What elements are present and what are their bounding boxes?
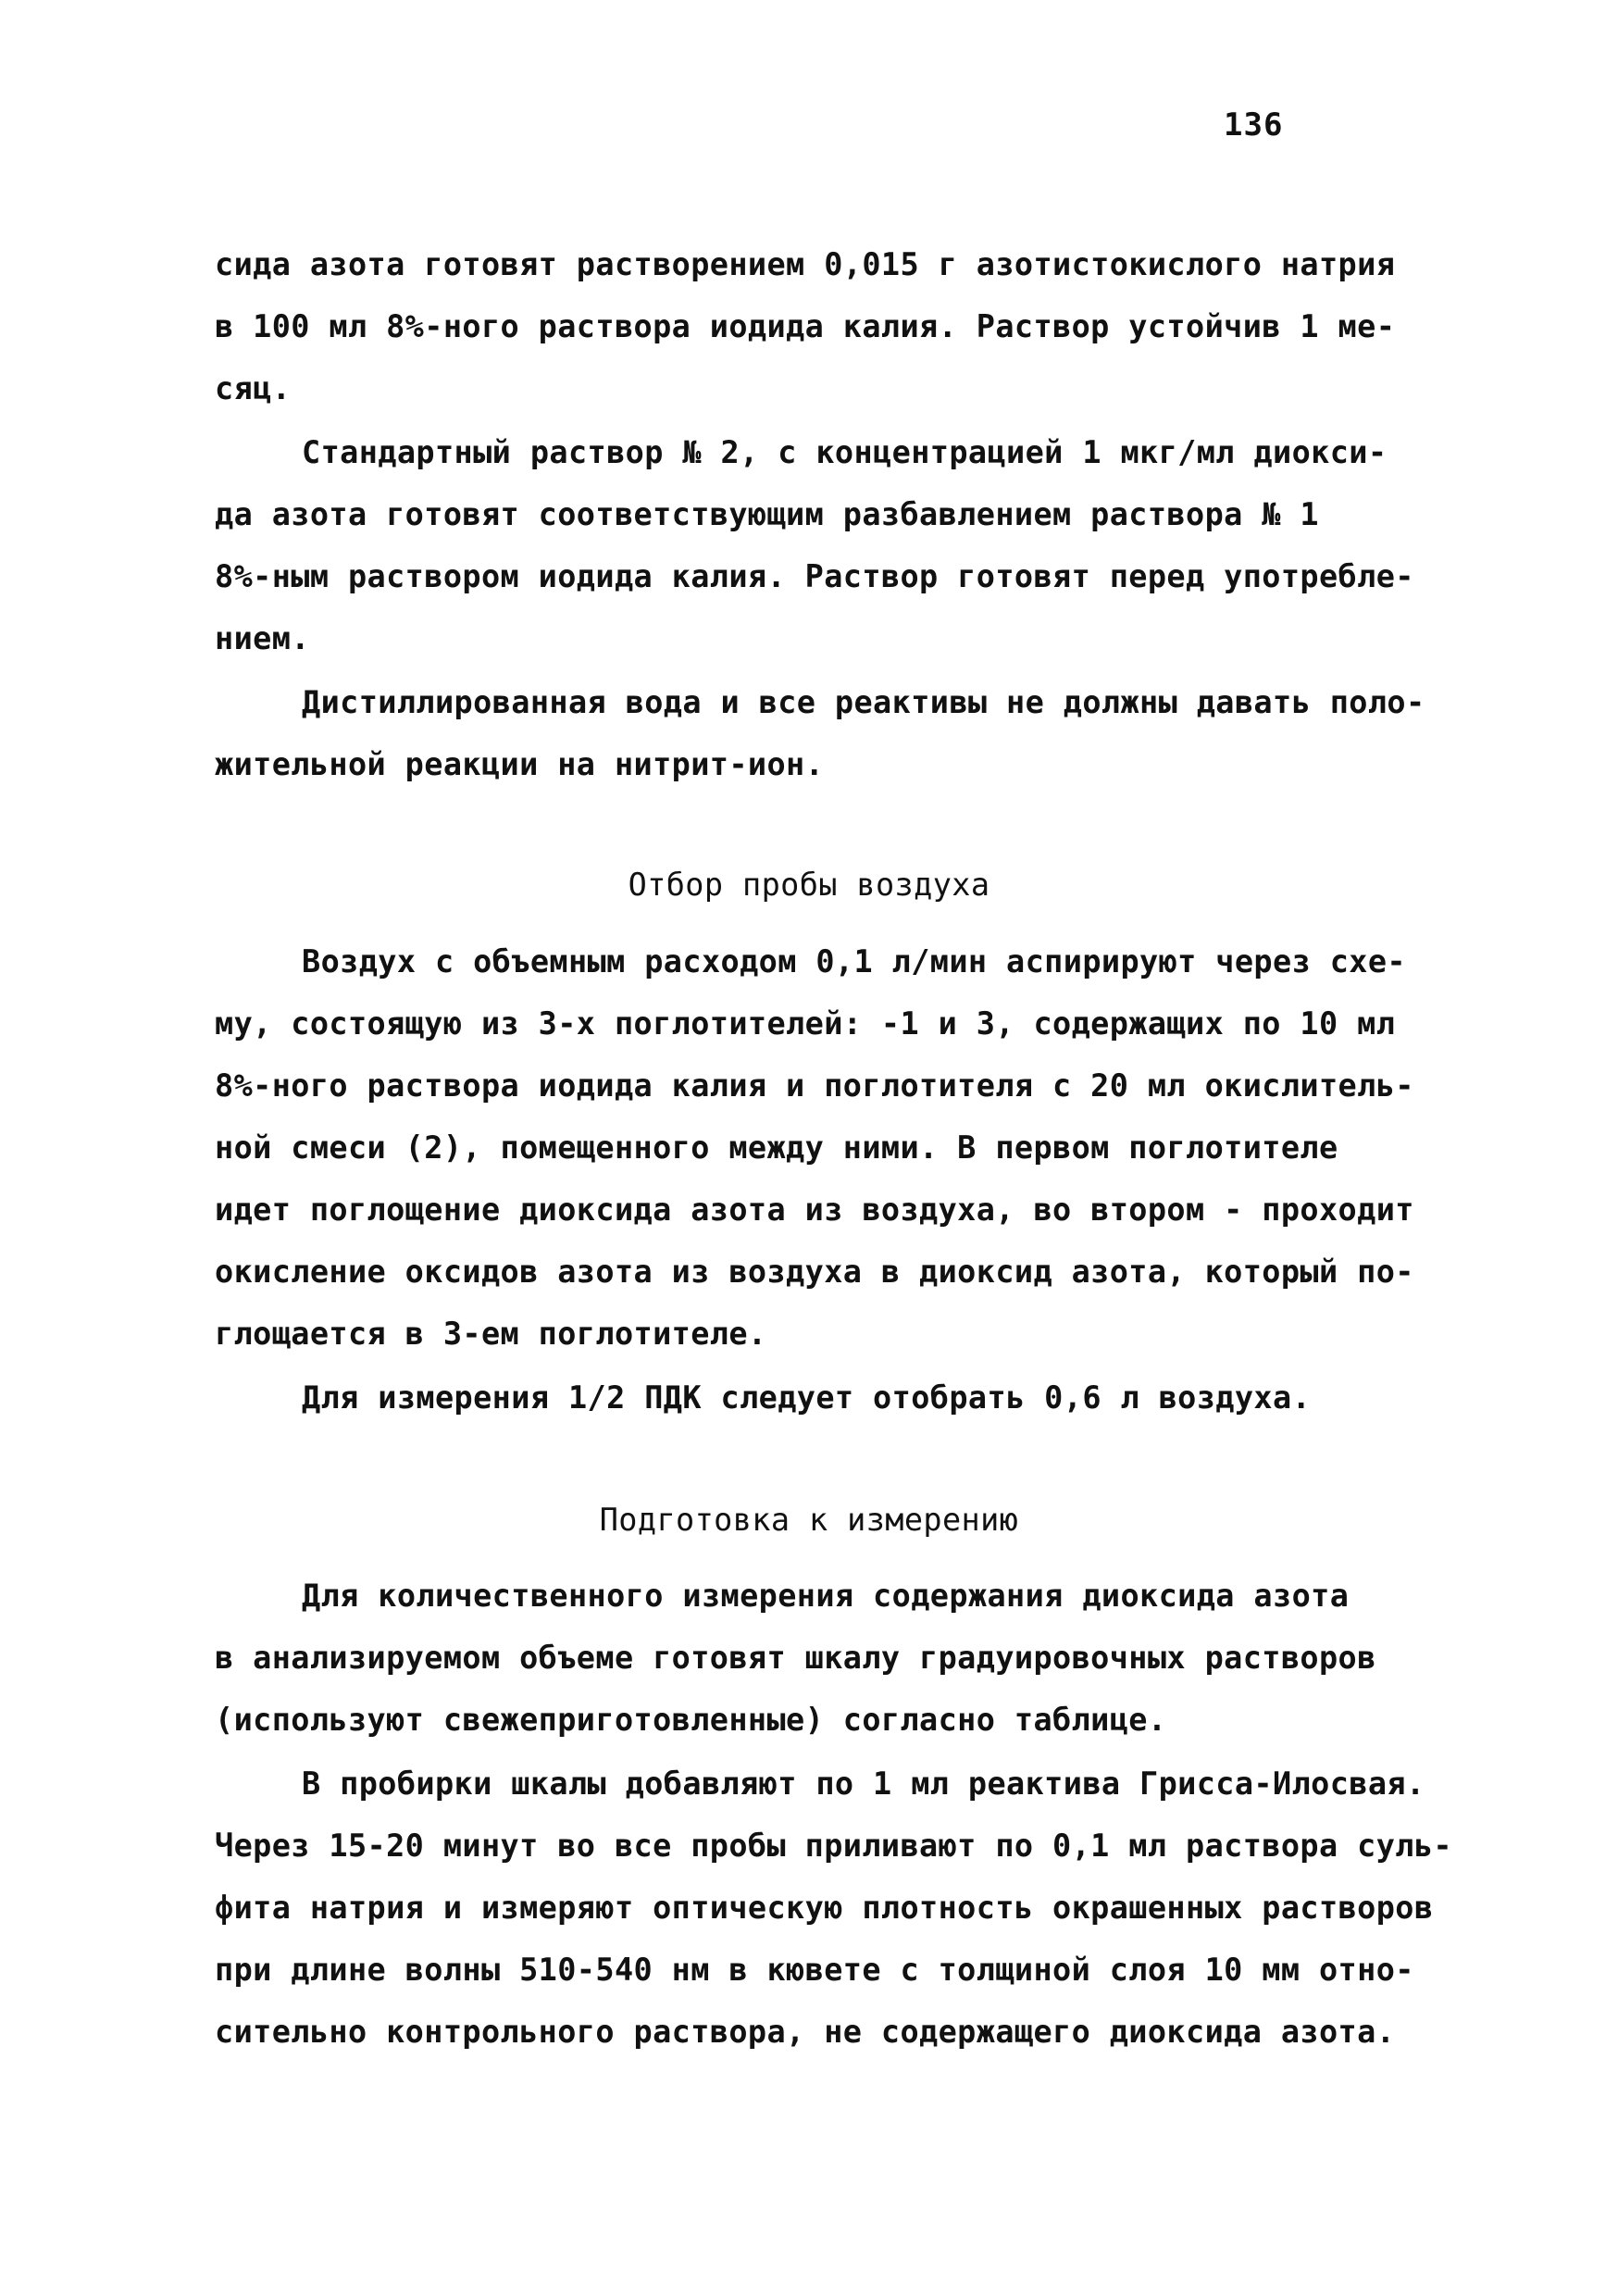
- text-line: нием.: [215, 620, 310, 656]
- section-heading: Отбор пробы воздуха: [628, 867, 990, 903]
- page-number: 136: [1224, 106, 1284, 144]
- text-line: жительной реакции на нитрит-ион.: [215, 746, 825, 782]
- text-line: Через 15-20 минут во все пробы приливают по 0,1 мл раствора суль-: [215, 1828, 1452, 1864]
- text-line: при длине волны 510-540 нм в кювете с толщиной слоя 10 мм отно-: [215, 1952, 1414, 1988]
- text-line: 8%-ным раствором иодида калия. Раствор готовят перед употребле-: [215, 558, 1414, 594]
- text-line: окисление оксидов азота из воздуха в диоксид азота, который по-: [215, 1254, 1414, 1290]
- text-line: Дистиллированная вода и все реактивы не должны давать поло-: [302, 684, 1425, 720]
- text-line: идет поглощение диоксида азота из воздуха, во втором - проходит: [215, 1192, 1414, 1228]
- text-line: Для измерения 1/2 ПДК следует отобрать 0,6 л воздуха.: [302, 1379, 1312, 1416]
- text-line: да азота готовят соответствующим разбавлением раствора № 1: [215, 496, 1319, 532]
- text-line: 8%-ного раствора иодида калия и поглотителя с 20 мл окислитель-: [215, 1067, 1414, 1104]
- text-line: Воздух с объемным расходом 0,1 л/мин аспирируют через схе-: [302, 943, 1406, 980]
- text-line: в 100 мл 8%-ного раствора иодида калия. Раствор устойчив 1 ме-: [215, 308, 1396, 344]
- text-line: ной смеси (2), помещенного между ними. В первом поглотителе: [215, 1129, 1338, 1166]
- text-line: фита натрия и измеряют оптическую плотность окрашенных растворов: [215, 1890, 1434, 1926]
- text-line: сяц.: [215, 370, 292, 406]
- text-line: В пробирки шкалы добавляют по 1 мл реактива Грисса-Илосвая.: [302, 1766, 1425, 1802]
- text-line: сительно контрольного раствора, не содержащего диоксида азота.: [215, 2014, 1396, 2050]
- text-line: глощается в 3-ем поглотителе.: [215, 1316, 767, 1352]
- text-line: сида азота готовят растворением 0,015 г азотистокислого натрия: [215, 246, 1396, 282]
- text-line: Для количественного измерения содержания диоксида азота: [302, 1578, 1350, 1614]
- text-line: Стандартный раствор № 2, с концентрацией 1 мкг/мл диокси-: [302, 434, 1388, 470]
- section-heading: Подготовка к измерению: [599, 1502, 1019, 1538]
- text-line: му, состоящую из 3-х поглотителей: -1 и 3, содержащих по 10 мл: [215, 1005, 1396, 1042]
- text-line: (используют свежеприготовленные) согласно таблице.: [215, 1702, 1167, 1738]
- text-line: в анализируемом объеме готовят шкалу градуировочных растворов: [215, 1640, 1376, 1676]
